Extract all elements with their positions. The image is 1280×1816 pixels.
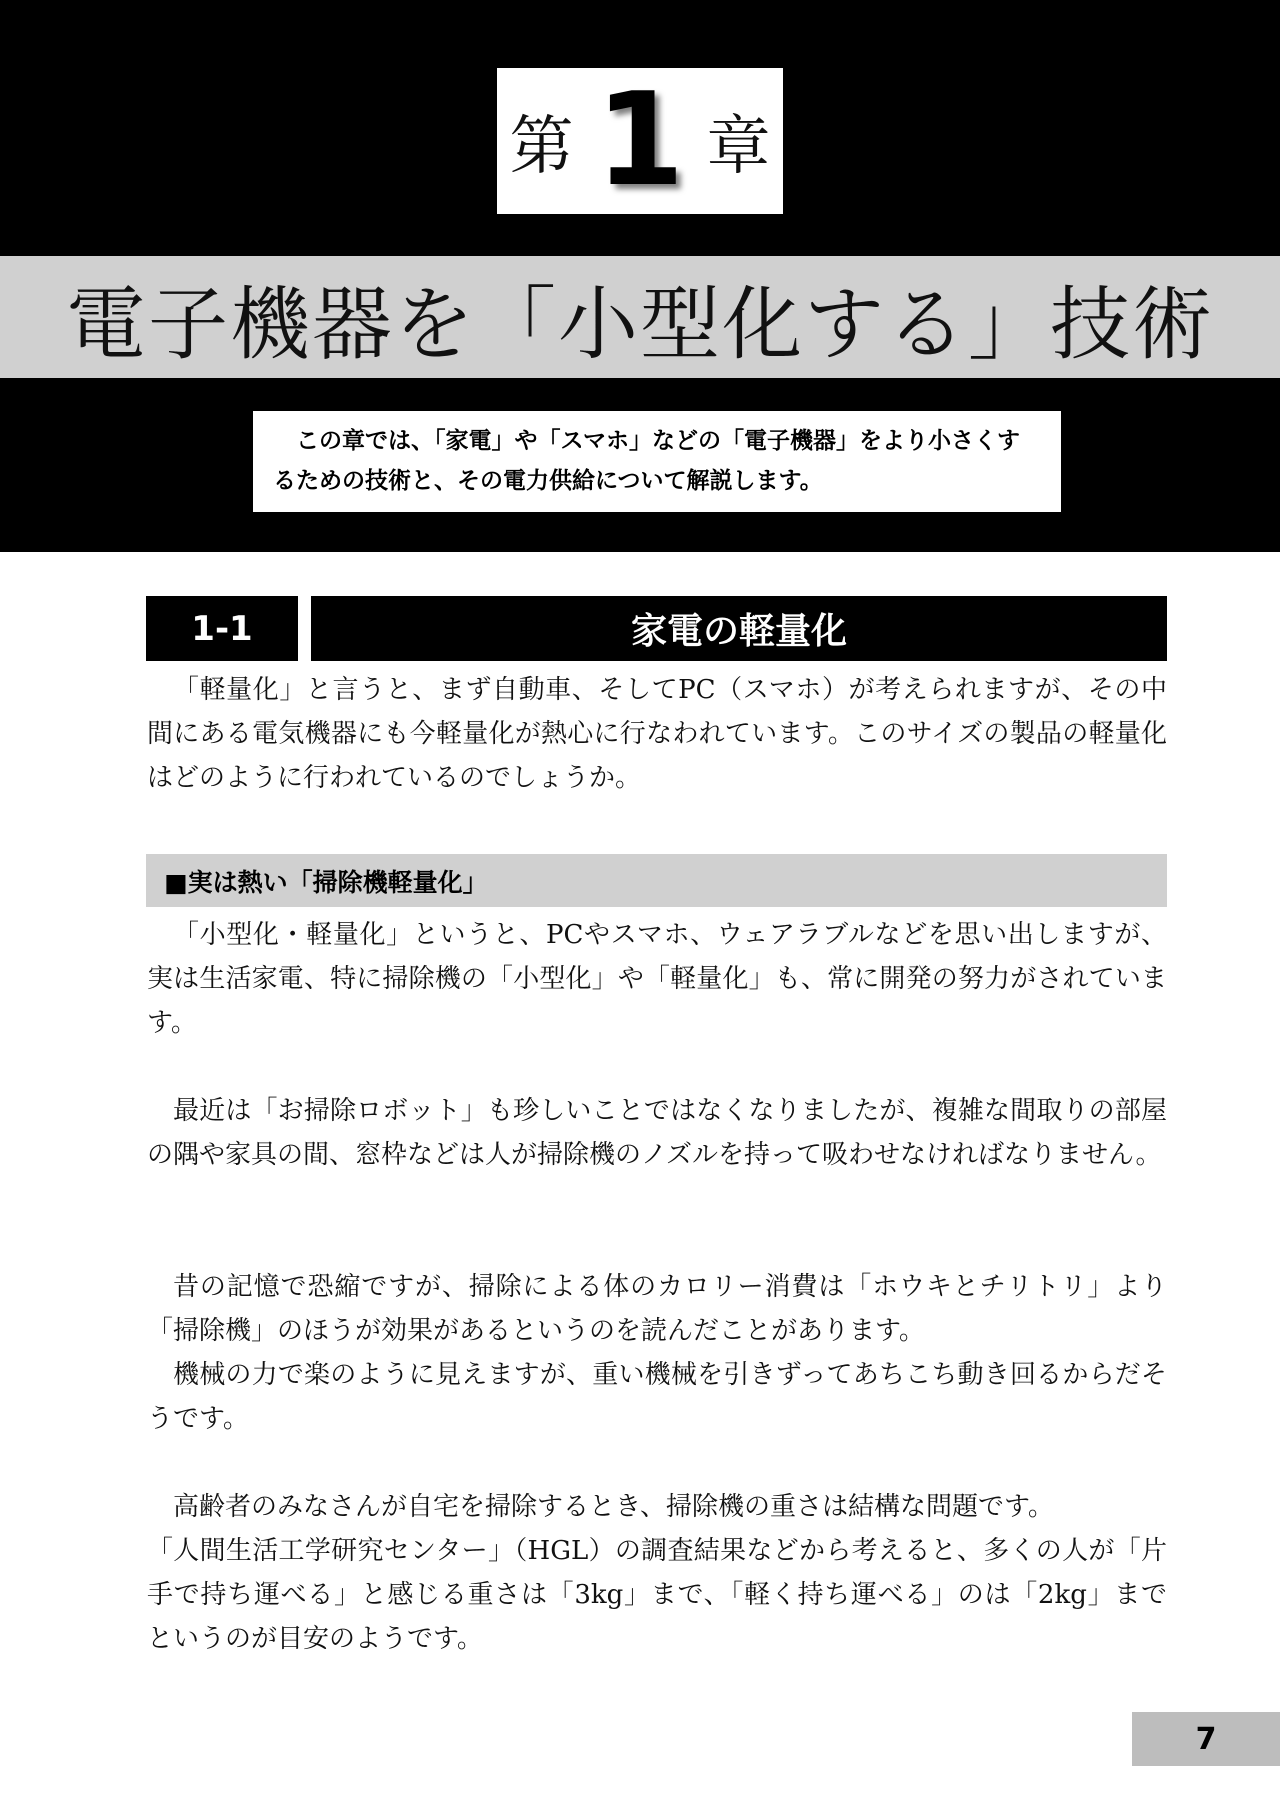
body-paragraph-1: 「小型化・軽量化」というと、PCやスマホ、ウェアラブルなどを思い出しますが、実は生活家電、特に掃除機の「小型化」や「軽量化」も、常に開発の努力がされています。 — [147, 920, 1167, 1038]
chapter-suffix: 章 — [706, 110, 771, 184]
subsection-heading: ■実は熱い「掃除機軽量化」 — [146, 854, 1167, 907]
chapter-title: 電子機器を「小型化する」技術 — [66, 277, 1214, 371]
chapter-number: 1 — [595, 66, 685, 215]
body-paragraph-2: 最近は「お掃除ロボット」も珍しいことではなくなりましたが、複雑な間取りの部屋の隅や家具の間、窓枠などは人が掃除機のノズルを持って吸わせなければなりません。 — [147, 1096, 1167, 1170]
section-title: 家電の軽量化 — [311, 596, 1167, 661]
body-paragraph-6: 「人間生活工学研究センター」（HGL）の調査結果などから考えると、多くの人が「片手で持ち運べる」と感じる重さは「3kg」まで、「軽く持ち運べる」のは「2kg」までというのが目安のようです。 — [147, 1536, 1167, 1654]
chapter-title-band — [0, 256, 1280, 378]
chapter-number-box — [497, 68, 783, 214]
section-number: 1-1 — [146, 596, 298, 661]
page-number: 7 — [1132, 1712, 1280, 1766]
section-intro-paragraph: 「軽量化」と言うと、まず自動車、そしてPC（スマホ）が考えられますが、その中間にある電気機器にも今軽量化が熱心に行なわれています。このサイズの製品の軽量化はどのように行われているのでしょうか。 — [147, 675, 1167, 793]
chapter-summary: この章では、「家電」や「スマホ」などの「電子機器」をより小さくするための技術と、その電力供給について解説します。 — [273, 428, 1021, 494]
chapter-summary-box — [253, 411, 1061, 512]
body-paragraph-3: 昔の記憶で恐縮ですが、掃除による体のカロリー消費は「ホウキとチリトリ」より「掃除機」のほうが効果があるというのを読んだことがあります。 — [147, 1272, 1167, 1346]
chapter-prefix: 第 — [509, 110, 574, 184]
body-paragraph-5: 高齢者のみなさんが自宅を掃除するとき、掃除機の重さは結構な問題です。 — [173, 1492, 1054, 1522]
body-paragraph-4: 機械の力で楽のように見えますが、重い機械を引きずってあちこち動き回るからだそうです。 — [147, 1360, 1167, 1434]
